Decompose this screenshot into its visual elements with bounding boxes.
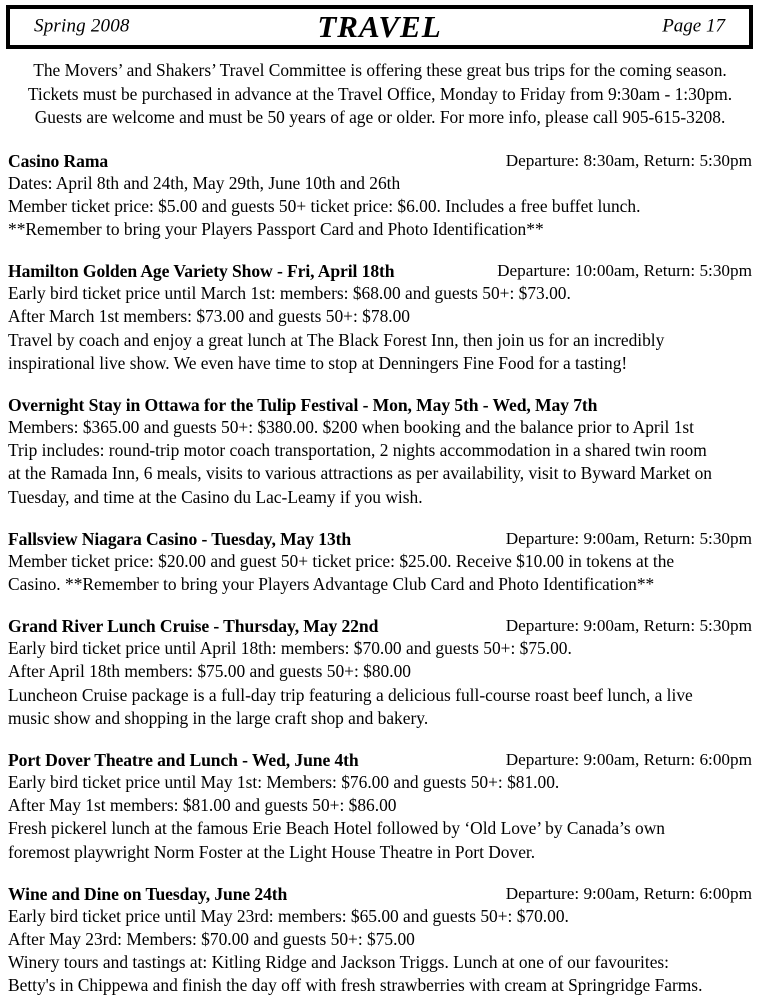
- page-number-label: Page 17: [662, 15, 725, 37]
- trip-section: [8, 749, 752, 864]
- trip-detail-line: Member ticket price: $5.00 and guests 50+ ticket price: $6.00. Includes a free buffet lunch.: [8, 195, 641, 216]
- trip-detail-line: Trip includes: round-trip motor coach transportation, 2 nights accommodation in a shared twin room: [8, 440, 707, 461]
- trip-section: [8, 883, 752, 998]
- trip-details: [8, 905, 752, 998]
- trip-departure-info: Departure: 10:00am, Return: 5:30pm: [497, 261, 752, 281]
- trip-details: [8, 282, 752, 375]
- trip-departure-info: Departure: 9:00am, Return: 5:30pm: [505, 616, 752, 636]
- trip-departure-info: Departure: 8:30am, Return: 5:30pm: [505, 150, 752, 170]
- trip-detail-line: Luncheon Cruise package is a full-day trip featuring a delicious full-course roast beef lunch, a live: [8, 684, 693, 705]
- trip-detail-line: foremost playwright Norm Foster at the Light House Theatre in Port Dover.: [8, 841, 536, 862]
- trip-detail-line: Dates: April 8th and 24th, May 29th, June 10th and 26th: [8, 172, 401, 193]
- trip-details: [8, 637, 752, 730]
- intro-paragraph: [10, 59, 750, 130]
- trip-heading: [8, 749, 752, 771]
- trip-detail-line: Members: $365.00 and guests 50+: $380.00. $200 when booking and the balance prior to April 1st: [8, 416, 695, 437]
- trip-detail-line: After May 23rd: Members: $70.00 and guests 50+: $75.00: [8, 928, 415, 949]
- trip-heading: [8, 260, 752, 282]
- trip-detail-line: Early bird ticket price until March 1st: members: $68.00 and guests 50+: $73.00.: [8, 283, 571, 304]
- issue-label: Spring 2008: [34, 15, 130, 37]
- trip-title: Overnight Stay in Ottawa for the Tulip Festival - Mon, May 5th - Wed, May 7th: [8, 394, 598, 415]
- trip-section: [8, 150, 752, 242]
- trip-departure-info: Departure: 9:00am, Return: 6:00pm: [505, 749, 752, 769]
- trip-list: [8, 150, 752, 998]
- trip-detail-line: After April 18th members: $75.00 and guests 50+: $80.00: [8, 661, 411, 682]
- intro-line-2: Tickets must be purchased in advance at the Travel Office, Monday to Friday from 9:30am - 1:30pm.: [27, 83, 733, 104]
- trip-detail-line: After March 1st members: $73.00 and guests 50+: $78.00: [8, 306, 410, 327]
- trip-heading: [8, 615, 752, 637]
- trip-title: Wine and Dine on Tuesday, June 24th: [8, 883, 288, 904]
- trip-details: [8, 172, 752, 242]
- trip-detail-line: **Remember to bring your Players Passport Card and Photo Identification**: [8, 218, 544, 239]
- trip-detail-line: inspirational live show. We even have time to stop at Denningers Fine Food for a tasting!: [8, 352, 628, 373]
- trip-details: [8, 771, 752, 864]
- masthead-banner: [6, 5, 753, 49]
- trip-section: [8, 394, 752, 509]
- trip-heading: [8, 528, 752, 550]
- trip-detail-line: Betty's in Chippewa and finish the day off with fresh strawberries with cream at Springridge Farms.: [8, 975, 703, 996]
- newsletter-page: [0, 5, 760, 996]
- trip-detail-line: After May 1st members: $81.00 and guests 50+: $86.00: [8, 795, 397, 816]
- trip-detail-line: at the Ramada Inn, 6 meals, visits to various attractions as per availability, visit to Byward Market on: [8, 463, 712, 484]
- trip-title: Hamilton Golden Age Variety Show - Fri, April 18th: [8, 261, 395, 282]
- trip-section: [8, 260, 752, 375]
- intro-line-1: The Movers’ and Shakers’ Travel Committee is offering these great bus trips for the coming season.: [33, 60, 727, 80]
- trip-heading: [8, 394, 752, 416]
- trip-title: Casino Rama: [8, 150, 109, 171]
- trip-details: [8, 550, 752, 596]
- trip-departure-info: Departure: 9:00am, Return: 6:00pm: [505, 883, 752, 903]
- trip-departure-info: Departure: 9:00am, Return: 5:30pm: [505, 528, 752, 548]
- trip-detail-line: Casino. **Remember to bring your Players Advantage Club Card and Photo Identification**: [8, 573, 655, 594]
- trip-title: Fallsview Niagara Casino - Tuesday, May 13th: [8, 528, 352, 549]
- trip-detail-line: Early bird ticket price until May 23rd: members: $65.00 and guests 50+: $70.00.: [8, 905, 569, 926]
- intro-line-3: Guests are welcome and must be 50 years of age or older. For more info, please call 905-615-3208.: [34, 107, 726, 127]
- trip-title: Port Dover Theatre and Lunch - Wed, June 4th: [8, 749, 359, 770]
- trip-heading: [8, 883, 752, 905]
- trip-heading: [8, 150, 752, 172]
- trip-detail-line: Tuesday, and time at the Casino du Lac-Leamy if you wish.: [8, 486, 423, 507]
- trip-detail-line: Fresh pickerel lunch at the famous Erie Beach Hotel followed by ‘Old Love’ by Canada’s own: [8, 818, 665, 839]
- trip-detail-line: Member ticket price: $20.00 and guest 50+ ticket price: $25.00. Receive $10.00 in tokens at the: [8, 550, 675, 571]
- trip-section: [8, 528, 752, 596]
- trip-detail-line: Early bird ticket price until May 1st: Members: $76.00 and guests 50+: $81.00.: [8, 771, 560, 792]
- trip-details: [8, 416, 752, 509]
- trip-detail-line: Winery tours and tastings at: Kitling Ridge and Jackson Triggs. Lunch at one of our favourites:: [8, 952, 670, 973]
- trip-section: [8, 615, 752, 730]
- trip-detail-line: Travel by coach and enjoy a great lunch at The Black Forest Inn, then join us for an incredibly: [8, 329, 665, 350]
- page-title: TRAVEL: [317, 8, 442, 44]
- trip-detail-line: Early bird ticket price until April 18th: members: $70.00 and guests 50+: $75.00.: [8, 638, 572, 659]
- trip-title: Grand River Lunch Cruise - Thursday, May 22nd: [8, 616, 379, 637]
- trip-detail-line: music show and shopping in the large craft shop and bakery.: [8, 707, 429, 728]
